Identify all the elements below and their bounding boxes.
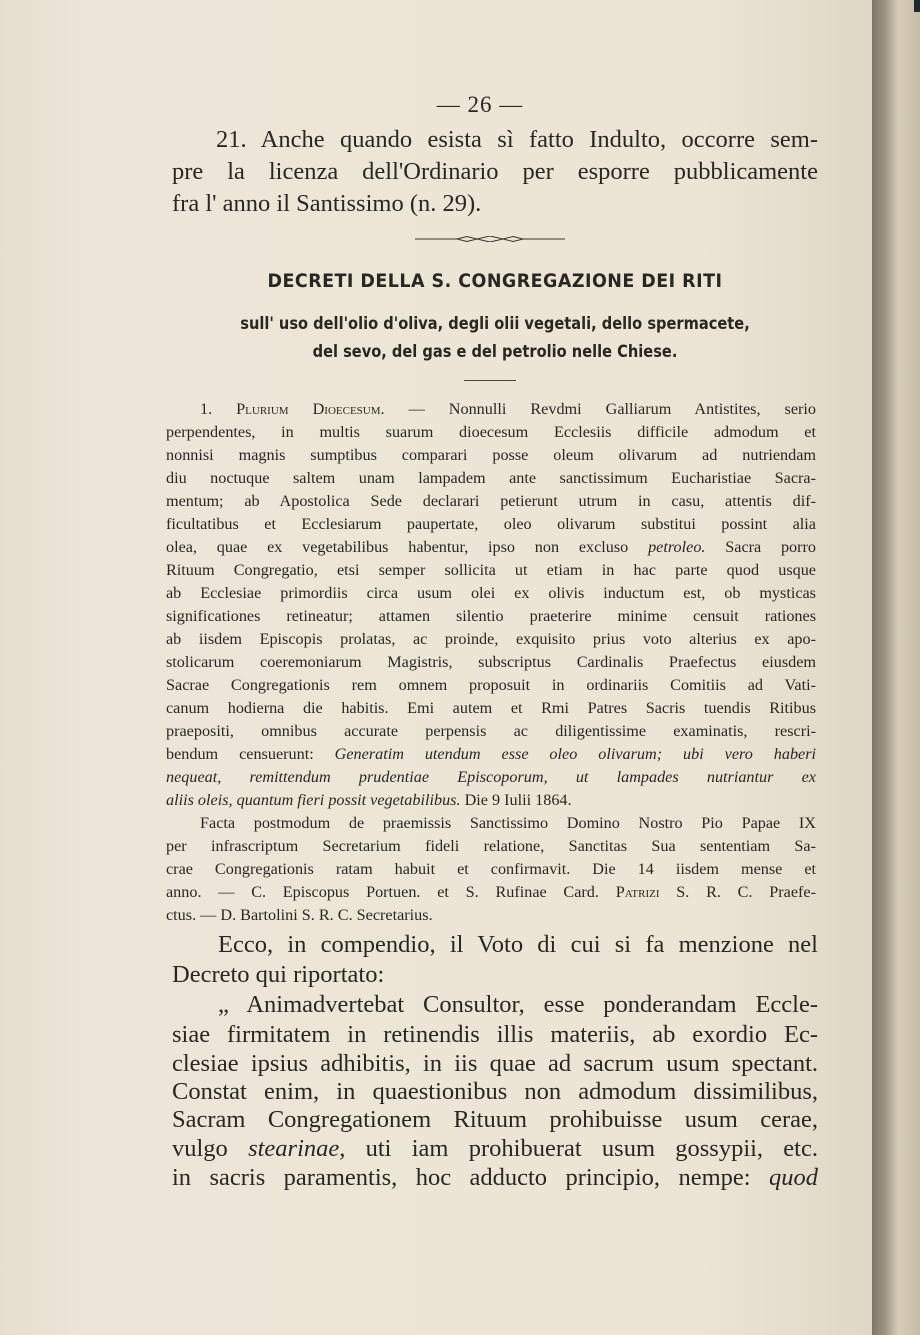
short-rule bbox=[464, 380, 516, 381]
commentary-line-5: clesiae ipsius adhibitis, in iis quae ad sacrum usum spectant. bbox=[172, 1050, 818, 1077]
page-number: — 26 — bbox=[436, 92, 524, 117]
commentary-line-4: siae firmitatem in retinendis illis materiis, ab exordio Ec- bbox=[172, 1021, 818, 1048]
decree-p1-line-6: ficultatibus et Ecclesiarum paupertate, oleo olivarum substitui possint alia bbox=[166, 515, 816, 533]
decree-p1-line-7: olea, quae ex vegetabilibus habentur, ipso non excluso petroleo. Sacra porro bbox=[166, 538, 817, 556]
decree-subtitle-1: sull' uso dell'olio d'oliva, degli olii vegetali, dello spermacete, bbox=[240, 314, 750, 334]
page-edge bbox=[872, 0, 920, 1335]
decree-p1-line-12: stolicarum coeremoniarum Magistris, subscriptus Cardinalis Praefectus eiusdem bbox=[166, 653, 816, 671]
decree-p1-line-3: nonnisi magnis sumptibus comparari posse oleum olivarum ad nutriendam bbox=[166, 446, 816, 464]
decree-p1-line-13: Sacrae Congregationis rem omnem proposuit in ordinariis Comitiis ad Vati- bbox=[166, 676, 816, 694]
decree-subtitle-2: del sevo, del gas e del petrolio nelle Chiese. bbox=[312, 342, 678, 362]
decree-p2-line-2: per infrascriptum Secretarium fideli relatione, Sanctitas Sua sententiam Sa- bbox=[166, 837, 816, 855]
commentary-line-6: Constat enim, in quaestionibus non admodum dissimilibus, bbox=[172, 1078, 818, 1105]
decree-p1-line-1 bbox=[200, 398, 816, 420]
decree-p1-line-5: mentum; ab Apostolica Sede declarari petierunt utrum in casu, attentis dif- bbox=[166, 492, 816, 510]
commentary-line-1: Ecco, in compendio, il Voto di cui si fa menzione nel bbox=[218, 931, 818, 958]
commentary-line-2: Decreto qui riportato: bbox=[172, 961, 385, 988]
decree-p2-line-4: anno. — C. Episcopus Portuen. et S. Rufinae Card. Patrizi S. R. C. Praefe- bbox=[166, 883, 817, 901]
para-number: 1. bbox=[200, 400, 213, 418]
corner-shadow bbox=[914, 0, 920, 12]
commentary-line-9: in sacris paramentis, hoc adducto principio, nempe: quod bbox=[172, 1164, 818, 1191]
ornamental-separator bbox=[415, 236, 565, 242]
diocese-heading: Plurium Dioecesum. bbox=[236, 400, 385, 418]
decree-title: DECRETI DELLA S. CONGREGAZIONE DEI RITI bbox=[267, 270, 723, 292]
commentary-line-8: vulgo stearinae, uti iam prohibuerat usum gossypii, etc. bbox=[172, 1135, 818, 1162]
decree-p2-line-3: crae Congregationis ratam habuit et confirmavit. Die 14 iisdem mense et bbox=[166, 860, 816, 878]
sec21-line-1: 21. Anche quando esista sì fatto Indulto, occorre sem- bbox=[216, 126, 818, 153]
decree-p1-line-17: nequeat, remittendum prudentiae Episcoporum, ut lampades nutriantur ex bbox=[166, 768, 816, 786]
decree-p1-line-16: bendum censuerunt: Generatim utendum esse oleo olivarum; ubi vero haberi bbox=[166, 745, 817, 763]
cardinal-name: Patrizi bbox=[615, 883, 660, 901]
sec21-line-2: pre la licenza dell'Ordinario per esporre pubblicamente bbox=[172, 158, 818, 185]
decree-p1-line-10: significationes retineatur; attamen silentio praeterire minime censuit rationes bbox=[166, 607, 816, 625]
decree-p1-line-9: ab Ecclesiae primordiis circa usum olei ex olivis inductum est, ob mysticas bbox=[166, 584, 816, 602]
stearinae-italic: stearinae, bbox=[248, 1135, 346, 1162]
decree-p1-line-18: aliis oleis, quantum fieri possit vegetabilibus. Die 9 Iulii 1864. bbox=[166, 791, 572, 809]
decree-p1-line-11: ab iisdem Episcopis prolatas, ac proinde, exquisito prius voto alterius ex apo- bbox=[166, 630, 816, 648]
p1-first-text: — Nonnulli Revdmi Galliarum Antistites, serio bbox=[408, 400, 817, 418]
decree-p1-line-2: perpendentes, in multis suarum dioecesum Ecclesiis difficile admodum et bbox=[166, 423, 816, 441]
sec21-line-3: fra l' anno il Santissimo (n. 29). bbox=[172, 190, 482, 217]
decree-p2-line-5: ctus. — D. Bartolini S. R. C. Secretarius. bbox=[166, 906, 433, 924]
decree-p1-line-15: praepositi, omnibus accurate perpensis ac diligentissime examinatis, rescri- bbox=[166, 722, 816, 740]
decree-p1-line-8: Rituum Congregatio, etsi semper sollicita ut etiam in hac parte quod usque bbox=[166, 561, 816, 579]
commentary-line-7: Sacram Congregationem Rituum prohibuisse usum cerae, bbox=[172, 1106, 818, 1133]
petroleo-italic: petroleo. bbox=[648, 538, 706, 556]
decree-p1-line-14: canum hodierna die habitis. Emi autem et Rmi Patres Sacris tuendis Ritibus bbox=[166, 699, 816, 717]
commentary-line-3: „ Animadvertebat Consultor, esse ponderandam Eccle- bbox=[218, 991, 818, 1018]
decree-p1-line-4: diu noctuque saltem unam lampadem ante sanctissimum Eucharistiae Sacra- bbox=[166, 469, 816, 487]
decree-p2-line-1: Facta postmodum de praemissis Sanctissimo Domino Nostro Pio Papae IX bbox=[200, 814, 816, 832]
